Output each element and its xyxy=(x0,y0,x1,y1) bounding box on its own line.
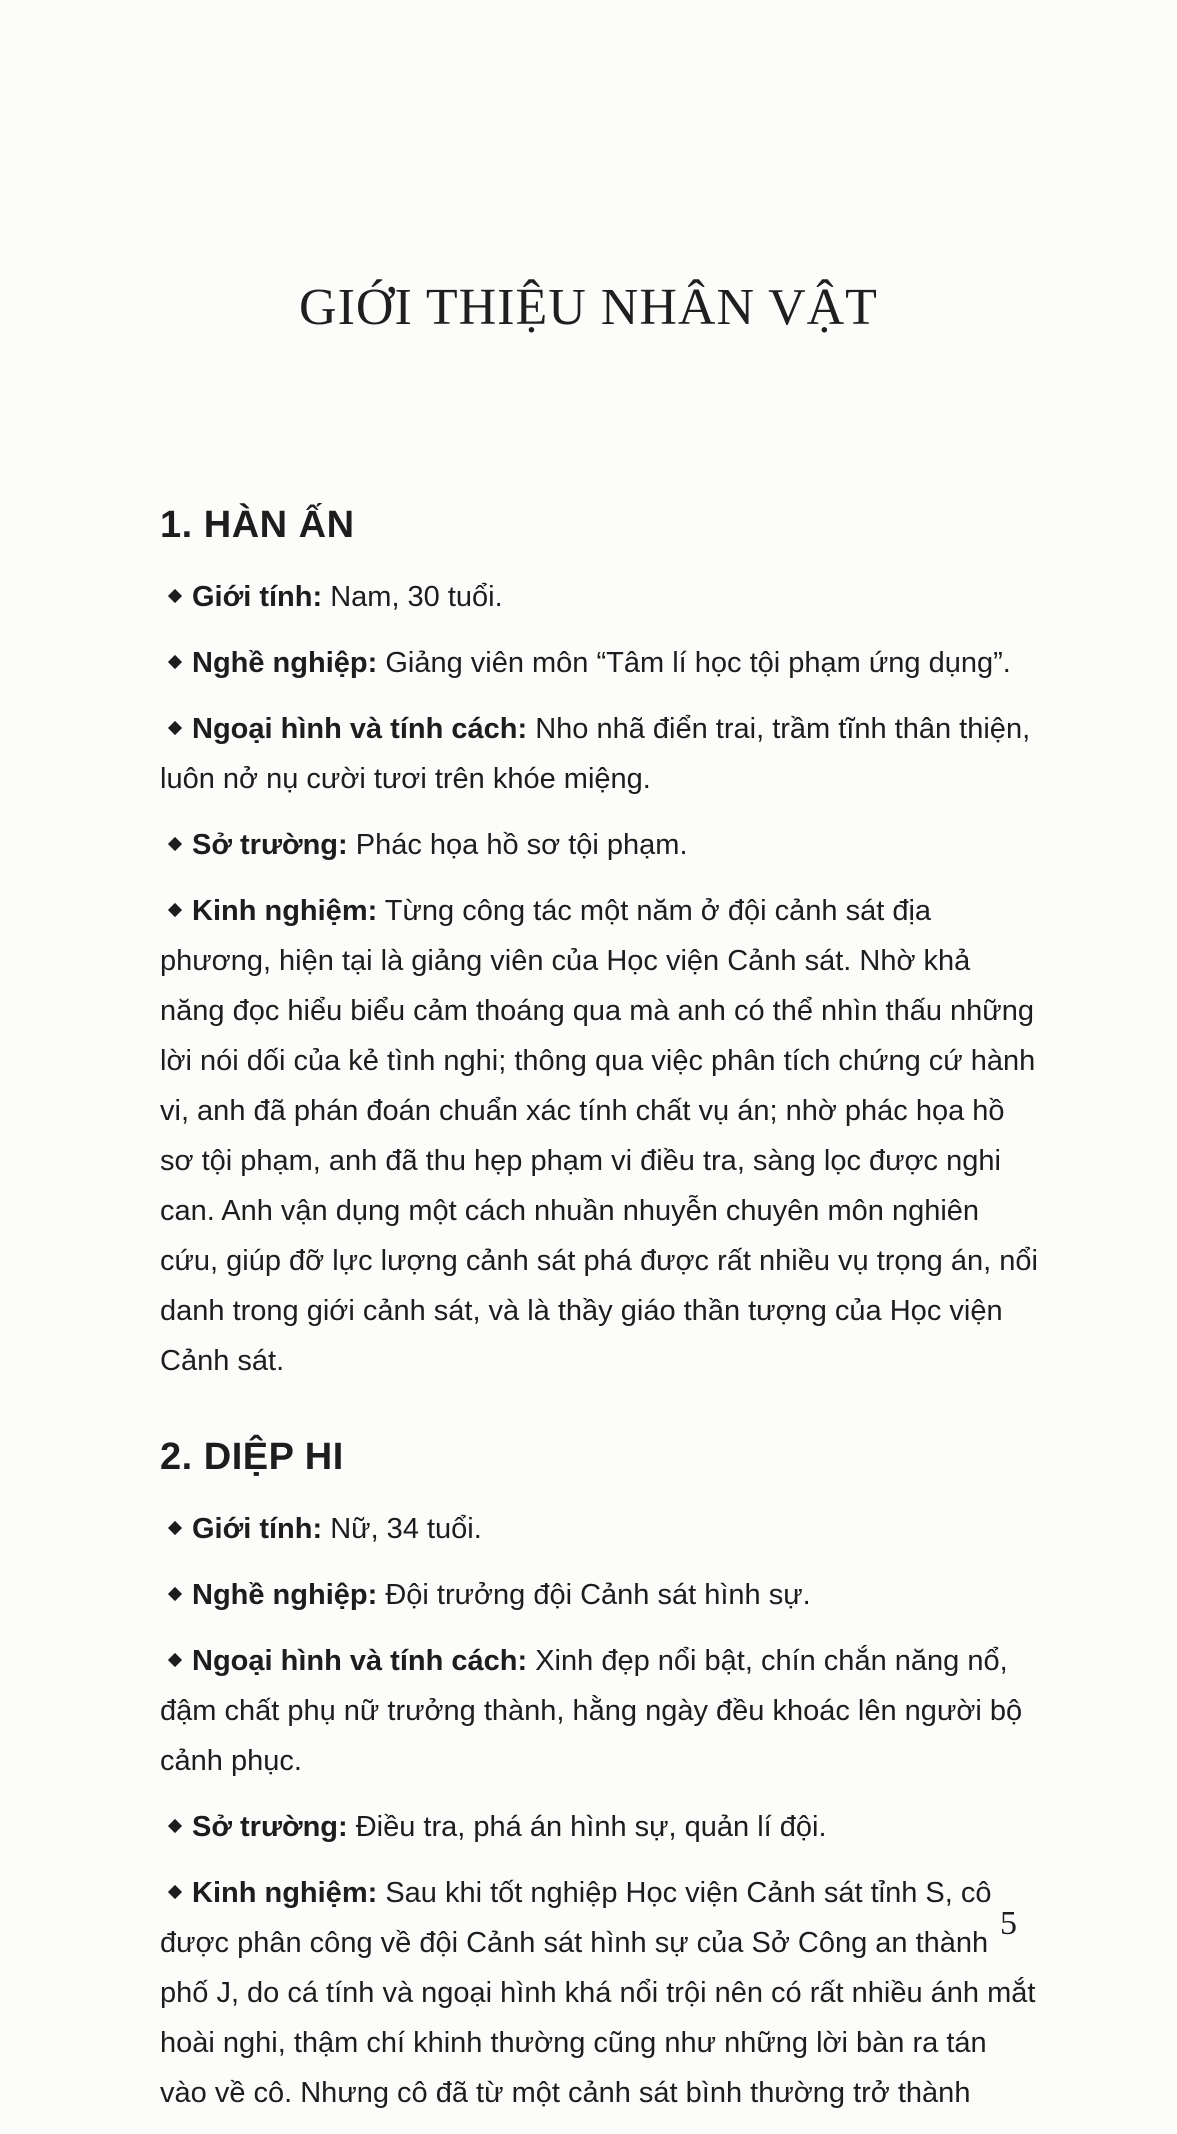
attribute-text: Sau khi tốt nghiệp Học viện Cảnh sát tỉnh S, cô được phân công về đội Cảnh sát hình sự của Sở Công an thành phố J, do cá tính và ngoại hình khá nổi trội nên có rất nhiều ánh mắt hoài nghi, thậm chí khinh thường cũng như những lời bàn ra tán vào về cô. Nhưng cô đã từ một cảnh sát bình thường trở thành xyxy=(160,1877,1036,2109)
attribute-text: Điều tra, phá án hình sự, quản lí đội. xyxy=(347,1811,827,1843)
section-heading: 2. DIỆP HI xyxy=(160,1436,344,1478)
attribute-text: Phác họa hồ sơ tội phạm. xyxy=(347,829,688,861)
attribute-text: Giảng viên môn “Tâm lí học tội phạm ứng dụng”. xyxy=(377,647,1011,679)
attribute-label: Ngoại hình và tính cách: xyxy=(192,713,528,745)
character-attribute xyxy=(160,886,1040,1386)
attribute-label: Ngoại hình và tính cách: xyxy=(192,1645,528,1677)
character-attribute xyxy=(160,820,1040,870)
diamond-bullet-icon xyxy=(168,655,182,669)
page-number: 5 xyxy=(1000,1905,1017,1942)
diamond-bullet-icon xyxy=(168,721,182,735)
attribute-text: Nam, 30 tuổi. xyxy=(322,581,503,613)
section-heading: 1. HÀN ẤN xyxy=(160,504,355,546)
diamond-bullet-icon xyxy=(168,1653,182,1667)
character-section-diep-hi xyxy=(160,1432,1040,2118)
attribute-label: Sở trường: xyxy=(192,1811,348,1843)
character-attribute xyxy=(160,572,1040,622)
attribute-text: Nữ, 34 tuổi. xyxy=(322,1513,482,1545)
character-attribute xyxy=(160,1570,1040,1620)
character-attribute xyxy=(160,1636,1040,1786)
attribute-text: Xinh đẹp nổi bật, chín chắn năng nổ, đậm chất phụ nữ trưởng thành, hằng ngày đều khoác lên người bộ cảnh phục. xyxy=(160,1645,1023,1777)
diamond-bullet-icon xyxy=(168,589,182,603)
attribute-text: Từng công tác một năm ở đội cảnh sát địa phương, hiện tại là giảng viên của Học viện Cảnh sát. Nhờ khả năng đọc hiểu biểu cảm thoáng qua mà anh có thể nhìn thấu những lời nói dối của kẻ tình nghi; thông qua việc phân tích chứng cứ hành vi, anh đã phán đoán chuẩn xác tính chất vụ án; nhờ phác họa hồ sơ tội phạm, anh đã thu hẹp phạm vi điều tra, sàng lọc được nghi can. Anh vận dụng một cách nhuần nhuyễn chuyên môn nghiên cứu, giúp đỡ lực lượng cảnh sát phá được rất nhiều vụ trọng án, nổi danh trong giới cảnh sát, và là thầy giáo thần tượng của Học viện Cảnh sát. xyxy=(160,895,1038,1377)
character-attribute xyxy=(160,1802,1040,1852)
diamond-bullet-icon xyxy=(168,1521,182,1535)
attribute-label: Giới tính: xyxy=(192,581,323,613)
page-content xyxy=(160,500,1040,2134)
attribute-label: Kinh nghiệm: xyxy=(192,895,378,927)
character-attribute xyxy=(160,704,1040,804)
character-attribute xyxy=(160,1868,1040,2118)
diamond-bullet-icon xyxy=(168,1587,182,1601)
attribute-label: Nghề nghiệp: xyxy=(192,647,378,679)
attribute-label: Sở trường: xyxy=(192,829,348,861)
diamond-bullet-icon xyxy=(168,1885,182,1899)
attribute-label: Kinh nghiệm: xyxy=(192,1877,378,1909)
diamond-bullet-icon xyxy=(168,837,182,851)
character-section-han-an xyxy=(160,500,1040,1386)
attribute-label: Giới tính: xyxy=(192,1513,323,1545)
attribute-text: Nho nhã điển trai, trầm tĩnh thân thiện, luôn nở nụ cười tươi trên khóe miệng. xyxy=(160,713,1031,795)
character-attribute xyxy=(160,1504,1040,1554)
diamond-bullet-icon xyxy=(168,903,182,917)
diamond-bullet-icon xyxy=(168,1819,182,1833)
attribute-text: Đội trưởng đội Cảnh sát hình sự. xyxy=(377,1579,811,1611)
character-attribute xyxy=(160,638,1040,688)
attribute-label: Nghề nghiệp: xyxy=(192,1579,378,1611)
page-title: GIỚI THIỆU NHÂN VẬT xyxy=(299,279,878,336)
